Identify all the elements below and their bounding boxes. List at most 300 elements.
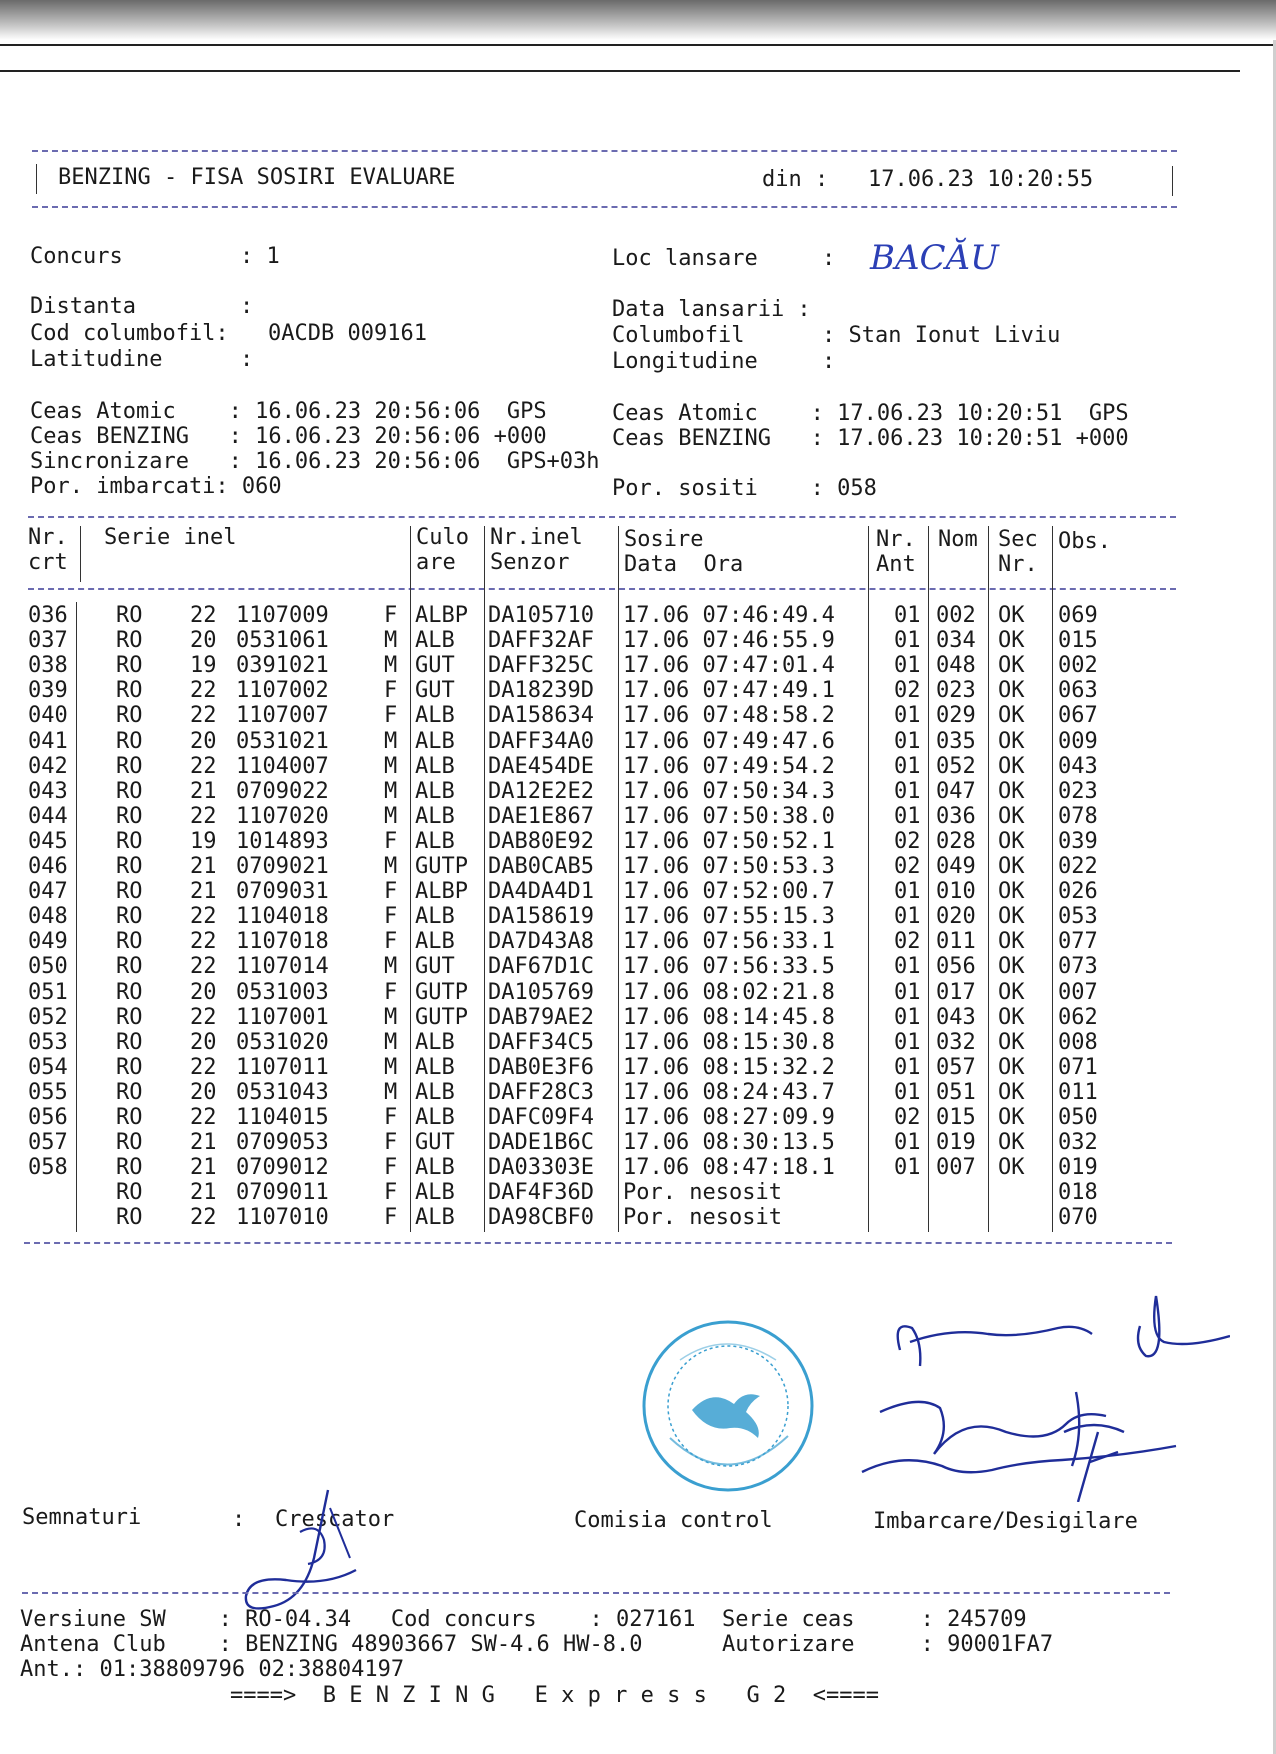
cell-senzor: DA4DA4D1 <box>488 879 594 905</box>
cell-an: 22 <box>190 929 217 955</box>
cell-tara: RO <box>116 929 143 955</box>
cell-culoare: ALBP <box>415 603 468 628</box>
cell-inel: 0709012 <box>236 1155 329 1181</box>
cell-inel: 0531020 <box>236 1029 329 1055</box>
cell-ant: 02 <box>894 678 921 704</box>
cell-nom: 023 <box>936 678 976 704</box>
cell-an: 22 <box>190 954 217 980</box>
cell-tara: RO <box>116 904 143 930</box>
cell-nom: 032 <box>936 1029 976 1055</box>
cell-sec: OK <box>998 979 1025 1005</box>
cell-sec: OK <box>998 1079 1025 1105</box>
data-lansarii-label: Data lansarii : <box>612 297 811 322</box>
cell-obs: 023 <box>1058 778 1098 804</box>
cell-nom: 010 <box>936 879 976 905</box>
cell-nom: 020 <box>936 904 976 930</box>
cell-nom: 035 <box>936 728 976 754</box>
cell-tara: RO <box>116 1130 143 1156</box>
cell-sosire: 17.06 08:30:13.5 <box>623 1130 835 1156</box>
cell-nom: 047 <box>936 778 976 804</box>
cell-culoare: ALB <box>415 1079 455 1105</box>
cell-tara: RO <box>116 628 143 654</box>
cell-sec: OK <box>998 803 1025 829</box>
cell-nom: 028 <box>936 828 976 854</box>
cell-an: 22 <box>190 1105 217 1130</box>
cell-culoare: ALB <box>415 1054 455 1080</box>
cell-nom: 051 <box>936 1079 976 1105</box>
cell-sosire: 17.06 08:15:32.2 <box>623 1054 835 1080</box>
cell-sec: OK <box>998 728 1025 754</box>
cell-sec: OK <box>998 678 1025 704</box>
cell-senzor: DAFF32AF <box>488 628 594 654</box>
cell-sex: M <box>384 1029 398 1055</box>
cell-sec: OK <box>998 1004 1025 1030</box>
cell-obs: 008 <box>1058 1029 1098 1055</box>
cell-sex: F <box>384 1180 398 1206</box>
cell-senzor: DA12E2E2 <box>488 778 594 804</box>
cell-sec: OK <box>998 1130 1025 1156</box>
cell-senzor: DAF4F36D <box>488 1180 594 1206</box>
cell-ant: 01 <box>894 1029 921 1055</box>
cell-sosire: 17.06 07:50:34.3 <box>623 778 835 804</box>
cell-sex: M <box>384 753 398 779</box>
cell-sosire: 17.06 07:46:55.9 <box>623 628 835 654</box>
cell-sec: OK <box>998 653 1025 679</box>
cell-sosire: 17.06 07:50:38.0 <box>623 803 835 829</box>
cell-tara: RO <box>116 1029 143 1055</box>
cell-sosire: 17.06 08:47:18.1 <box>623 1155 835 1181</box>
sep-inel <box>484 526 485 1232</box>
cell-sec: OK <box>998 1029 1025 1055</box>
cell-tara: RO <box>116 678 143 704</box>
cell-culoare: GUT <box>415 1130 455 1156</box>
cell-nr: 040 <box>28 703 68 729</box>
cell-obs: 002 <box>1058 653 1098 679</box>
header-senzor: Senzor <box>490 550 570 575</box>
cell-obs: 007 <box>1058 979 1098 1005</box>
loc-lansare-label: Loc lansare <box>612 246 758 271</box>
cell-ant: 01 <box>894 979 921 1005</box>
cell-tara: RO <box>116 879 143 905</box>
ceas-benzing-start: Ceas BENZING : 16.06.23 20:56:06 +000 <box>30 424 547 449</box>
cell-sex: F <box>384 879 398 905</box>
cell-senzor: DA7D43A8 <box>488 929 594 955</box>
cell-sosire: 17.06 07:56:33.5 <box>623 954 835 980</box>
cell-ant: 01 <box>894 803 921 829</box>
cell-an: 21 <box>190 1130 217 1156</box>
cell-nr: 043 <box>28 778 68 804</box>
cell-sex: F <box>384 1105 398 1130</box>
columbofil-value: : Stan Ionut Liviu <box>822 323 1061 348</box>
cell-culoare: ALB <box>415 1105 455 1130</box>
cell-inel: 1107002 <box>236 678 329 704</box>
cell-senzor: DAFC09F4 <box>488 1105 594 1130</box>
ceas-atomic-start: Ceas Atomic : 16.06.23 20:56:06 GPS <box>30 399 547 424</box>
cell-sosire: Por. nesosit <box>623 1205 782 1231</box>
cell-inel: 0531003 <box>236 979 329 1005</box>
cell-an: 21 <box>190 854 217 879</box>
cell-nom: 015 <box>936 1105 976 1130</box>
cell-tara: RO <box>116 1205 143 1231</box>
cell-nr: 058 <box>28 1155 68 1181</box>
cell-nr: 050 <box>28 954 68 980</box>
cell-nom: 017 <box>936 979 976 1005</box>
cell-sex: M <box>384 1054 398 1080</box>
cell-sex: M <box>384 653 398 679</box>
cell-ant: 01 <box>894 628 921 654</box>
cell-ant: 02 <box>894 828 921 854</box>
cell-sec: OK <box>998 1155 1025 1181</box>
cell-nr: 037 <box>28 628 68 654</box>
concurs-value: : 1 <box>240 244 280 269</box>
cell-culoare: ALB <box>415 904 455 930</box>
cell-nom: 052 <box>936 753 976 779</box>
cell-tara: RO <box>116 1054 143 1080</box>
semnaturi-colon: : <box>232 1507 246 1532</box>
cell-tara: RO <box>116 979 143 1005</box>
cell-sex: M <box>384 778 398 804</box>
cell-sex: F <box>384 904 398 930</box>
cell-an: 19 <box>190 653 217 679</box>
cell-ant: 01 <box>894 904 921 930</box>
sep-sosire <box>618 526 619 1232</box>
table-bottom-dash <box>24 1242 1172 1244</box>
cell-nom: 036 <box>936 803 976 829</box>
cell-nr: 036 <box>28 603 68 628</box>
cell-nr: 039 <box>28 678 68 704</box>
cell-sosire: 17.06 08:15:30.8 <box>623 1029 835 1055</box>
cell-an: 20 <box>190 979 217 1005</box>
cell-nom: 034 <box>936 628 976 654</box>
cell-obs: 062 <box>1058 1004 1098 1030</box>
cell-obs: 053 <box>1058 904 1098 930</box>
semnaturi-label: Semnaturi <box>22 1505 142 1530</box>
cell-nr: 052 <box>28 1004 68 1030</box>
header-nr: Nr. <box>28 525 68 550</box>
cell-senzor: DA03303E <box>488 1155 594 1181</box>
cell-senzor: DAB0E3F6 <box>488 1054 594 1080</box>
cell-inel: 0391021 <box>236 653 329 679</box>
cell-ant: 01 <box>894 753 921 779</box>
cell-senzor: DAFF325C <box>488 653 594 679</box>
sep-nom <box>928 526 929 1232</box>
cell-sex: F <box>384 1155 398 1181</box>
footer-antena: Antena Club : BENZING 48903667 SW-4.6 HW-8.0 Autorizare : 90001FA7 <box>20 1632 1054 1657</box>
cell-ant: 01 <box>894 728 921 754</box>
cell-tara: RO <box>116 778 143 804</box>
comisia-signatures <box>850 1282 1230 1502</box>
cell-sosire: 17.06 07:50:52.1 <box>623 828 835 854</box>
cell-culoare: ALBP <box>415 879 468 905</box>
cell-ant: 01 <box>894 703 921 729</box>
cell-inel: 0709031 <box>236 879 329 905</box>
cell-inel: 1107020 <box>236 803 329 829</box>
cell-sosire: 17.06 07:47:49.1 <box>623 678 835 704</box>
por-sositi: Por. sositi : 058 <box>612 476 877 501</box>
cell-senzor: DA105710 <box>488 603 594 628</box>
cell-culoare: ALB <box>415 1180 455 1206</box>
cell-ant: 01 <box>894 603 921 628</box>
cell-inel: 1014893 <box>236 828 329 854</box>
cell-senzor: DADE1B6C <box>488 1130 594 1156</box>
cell-tara: RO <box>116 603 143 628</box>
crescator-label: Crescator <box>275 1507 395 1532</box>
cell-culoare: ALB <box>415 628 455 654</box>
cell-inel: 1107014 <box>236 954 329 980</box>
header-sec: Sec <box>998 527 1038 552</box>
cell-nom: 056 <box>936 954 976 980</box>
cell-nr: 053 <box>28 1029 68 1055</box>
cell-nr: 057 <box>28 1130 68 1156</box>
cell-culoare: GUT <box>415 678 455 704</box>
cell-culoare: GUTP <box>415 854 468 879</box>
cell-senzor: DA158619 <box>488 904 594 930</box>
cell-sec: OK <box>998 904 1025 930</box>
cell-sec: OK <box>998 1054 1025 1080</box>
cell-inel: 1104015 <box>236 1105 329 1130</box>
cell-culoare: ALB <box>415 1029 455 1055</box>
din-label: din : <box>762 167 829 192</box>
cell-culoare: ALB <box>415 929 455 955</box>
cell-obs: 015 <box>1058 628 1098 654</box>
cell-nom: 057 <box>936 1054 976 1080</box>
cell-obs: 077 <box>1058 929 1098 955</box>
cell-tara: RO <box>116 1105 143 1130</box>
cell-an: 22 <box>190 603 217 628</box>
cell-ant: 01 <box>894 954 921 980</box>
cell-sec: OK <box>998 854 1025 879</box>
cell-nom: 002 <box>936 603 976 628</box>
cell-inel: 1104018 <box>236 904 329 930</box>
cell-an: 22 <box>190 753 217 779</box>
cell-culoare: ALB <box>415 1155 455 1181</box>
cell-tara: RO <box>116 703 143 729</box>
cell-obs: 067 <box>1058 703 1098 729</box>
footer-ant: Ant.: 01:38809796 02:38804197 <box>20 1657 405 1682</box>
distanta-value: : <box>240 294 254 319</box>
latitudine-value: : <box>240 347 254 372</box>
cell-senzor: DAB0CAB5 <box>488 854 594 879</box>
cell-obs: 069 <box>1058 603 1098 628</box>
cell-ant: 02 <box>894 854 921 879</box>
cell-tara: RO <box>116 854 143 879</box>
cell-inel: 0709011 <box>236 1180 329 1206</box>
cell-inel: 0531021 <box>236 728 329 754</box>
cod-columbofil-value: 0ACDB 009161 <box>268 321 427 346</box>
cell-senzor: DAB79AE2 <box>488 1004 594 1030</box>
cell-tara: RO <box>116 828 143 854</box>
cell-ant: 01 <box>894 778 921 804</box>
cell-nr: 048 <box>28 904 68 930</box>
cell-obs: 070 <box>1058 1205 1098 1231</box>
columbofil-label: Columbofil <box>612 323 745 348</box>
por-imbarcati: Por. imbarcati: 060 <box>30 474 282 499</box>
cell-sec: OK <box>998 1105 1025 1130</box>
cell-nom: 043 <box>936 1004 976 1030</box>
cell-obs: 050 <box>1058 1105 1098 1130</box>
paper-edge-line <box>0 44 1276 46</box>
cell-obs: 078 <box>1058 803 1098 829</box>
cell-inel: 1104007 <box>236 753 329 779</box>
cell-culoare: GUTP <box>415 979 468 1005</box>
cell-senzor: DA105769 <box>488 979 594 1005</box>
cell-sosire: 17.06 07:52:00.7 <box>623 879 835 905</box>
cell-inel: 0709022 <box>236 778 329 804</box>
cell-sec: OK <box>998 828 1025 854</box>
loc-lansare-handwritten: BACĂU <box>870 238 999 278</box>
cell-senzor: DAE1E867 <box>488 803 594 829</box>
cell-an: 21 <box>190 1180 217 1206</box>
page-title: BENZING - FISA SOSIRI EVALUARE <box>58 165 456 190</box>
cell-sex: F <box>384 929 398 955</box>
cell-inel: 0531043 <box>236 1079 329 1105</box>
cell-culoare: GUT <box>415 954 455 980</box>
cell-obs: 019 <box>1058 1155 1098 1181</box>
sep-culoare <box>410 526 411 1232</box>
cell-nom: 019 <box>936 1130 976 1156</box>
cell-tara: RO <box>116 728 143 754</box>
cell-sec: OK <box>998 703 1025 729</box>
cell-tara: RO <box>116 1180 143 1206</box>
cell-sosire: 17.06 08:14:45.8 <box>623 1004 835 1030</box>
latitudine-label: Latitudine <box>30 347 163 372</box>
cell-an: 22 <box>190 803 217 829</box>
longitudine-value: : <box>822 349 836 374</box>
cell-nr: 049 <box>28 929 68 955</box>
header-ant: Ant <box>876 552 916 577</box>
cell-sex: F <box>384 979 398 1005</box>
cell-senzor: DA18239D <box>488 678 594 704</box>
loc-lansare-colon: : <box>822 246 836 271</box>
cell-sosire: 17.06 07:46:49.4 <box>623 603 835 628</box>
header-data-ora: Data Ora <box>624 552 744 577</box>
cell-an: 22 <box>190 904 217 930</box>
cell-sosire: Por. nesosit <box>623 1180 782 1206</box>
table-header-dash <box>28 588 1176 590</box>
cell-obs: 026 <box>1058 879 1098 905</box>
cell-nr: 038 <box>28 653 68 679</box>
cell-sec: OK <box>998 778 1025 804</box>
cell-obs: 043 <box>1058 753 1098 779</box>
scan-edge <box>0 0 1276 40</box>
ceas-atomic-end: Ceas Atomic : 17.06.23 10:20:51 GPS <box>612 401 1129 426</box>
imbarcare-desigilare-label: Imbarcare/Desigilare <box>873 1509 1138 1534</box>
club-stamp-seal <box>640 1318 816 1494</box>
concurs-label: Concurs <box>30 244 123 269</box>
cell-nom: 007 <box>936 1155 976 1181</box>
cell-sex: F <box>384 703 398 729</box>
cell-sex: M <box>384 728 398 754</box>
cell-an: 22 <box>190 678 217 704</box>
cell-sex: M <box>384 1004 398 1030</box>
crescator-signature <box>240 1488 390 1618</box>
cell-nom: 011 <box>936 929 976 955</box>
cell-nr: 055 <box>28 1079 68 1105</box>
cell-sex: M <box>384 1079 398 1105</box>
cell-senzor: DAE454DE <box>488 753 594 779</box>
cell-obs: 009 <box>1058 728 1098 754</box>
footer-dash <box>22 1592 1170 1594</box>
cell-sex: M <box>384 628 398 654</box>
cell-inel: 0531061 <box>236 628 329 654</box>
cell-nr: 054 <box>28 1054 68 1080</box>
cell-sosire: 17.06 07:49:47.6 <box>623 728 835 754</box>
cell-ant: 01 <box>894 1130 921 1156</box>
cell-obs: 018 <box>1058 1180 1098 1206</box>
cell-obs: 071 <box>1058 1054 1098 1080</box>
cell-sosire: 17.06 07:49:54.2 <box>623 753 835 779</box>
cell-sex: F <box>384 1205 398 1231</box>
cell-inel: 1107009 <box>236 603 329 628</box>
cell-nr: 045 <box>28 828 68 854</box>
cell-culoare: ALB <box>415 778 455 804</box>
cell-sex: M <box>384 954 398 980</box>
cell-culoare: ALB <box>415 703 455 729</box>
cell-inel: 0709053 <box>236 1130 329 1156</box>
cell-an: 22 <box>190 703 217 729</box>
cell-sex: M <box>384 854 398 879</box>
cell-ant: 02 <box>894 929 921 955</box>
sep-ant <box>868 526 869 1232</box>
footer-benzing-express: ====> B E N Z I N G E x p r e s s G 2 <==== <box>230 1683 880 1708</box>
cell-inel: 1107001 <box>236 1004 329 1030</box>
cell-sosire: 17.06 07:50:53.3 <box>623 854 835 879</box>
cell-obs: 011 <box>1058 1079 1098 1105</box>
header-right-bar <box>1172 166 1173 196</box>
header-nr-ant: Nr. <box>876 527 916 552</box>
cell-tara: RO <box>116 1004 143 1030</box>
cell-sosire: 17.06 07:55:15.3 <box>623 904 835 930</box>
cell-culoare: ALB <box>415 728 455 754</box>
cell-nr: 046 <box>28 854 68 879</box>
cell-an: 22 <box>190 1004 217 1030</box>
cell-sosire: 17.06 07:56:33.1 <box>623 929 835 955</box>
cell-nr: 044 <box>28 803 68 829</box>
cell-sosire: 17.06 08:27:09.9 <box>623 1105 835 1130</box>
distanta-label: Distanta <box>30 294 136 319</box>
sep-sec <box>988 526 989 1232</box>
cell-an: 21 <box>190 879 217 905</box>
cell-sosire: 17.06 07:47:01.4 <box>623 653 835 679</box>
sincronizare: Sincronizare : 16.06.23 20:56:06 GPS+03h <box>30 449 600 474</box>
header-bottom-dash <box>32 206 1177 208</box>
cell-obs: 073 <box>1058 954 1098 980</box>
cell-culoare: ALB <box>415 753 455 779</box>
cell-sec: OK <box>998 929 1025 955</box>
cell-sosire: 17.06 08:02:21.8 <box>623 979 835 1005</box>
cell-sec: OK <box>998 753 1025 779</box>
sep-nr <box>76 602 77 1232</box>
cell-ant: 01 <box>894 1079 921 1105</box>
cell-nr: 051 <box>28 979 68 1005</box>
cell-obs: 022 <box>1058 854 1098 879</box>
cod-columbofil-label: Cod columbofil: <box>30 321 229 346</box>
ceas-benzing-end: Ceas BENZING : 17.06.23 10:20:51 +000 <box>612 426 1129 451</box>
cell-sosire: 17.06 07:48:58.2 <box>623 703 835 729</box>
header-nom: Nom <box>938 527 978 552</box>
cell-nom: 029 <box>936 703 976 729</box>
header-obs: Obs. <box>1058 529 1111 554</box>
header-sosire: Sosire <box>624 527 704 552</box>
cell-culoare: ALB <box>415 828 455 854</box>
cell-inel: 0709021 <box>236 854 329 879</box>
cell-sec: OK <box>998 628 1025 654</box>
cell-nr: 047 <box>28 879 68 905</box>
top-rule <box>0 70 1240 72</box>
cell-ant: 01 <box>894 879 921 905</box>
cell-an: 20 <box>190 728 217 754</box>
header-sec-nr: Nr. <box>998 552 1038 577</box>
